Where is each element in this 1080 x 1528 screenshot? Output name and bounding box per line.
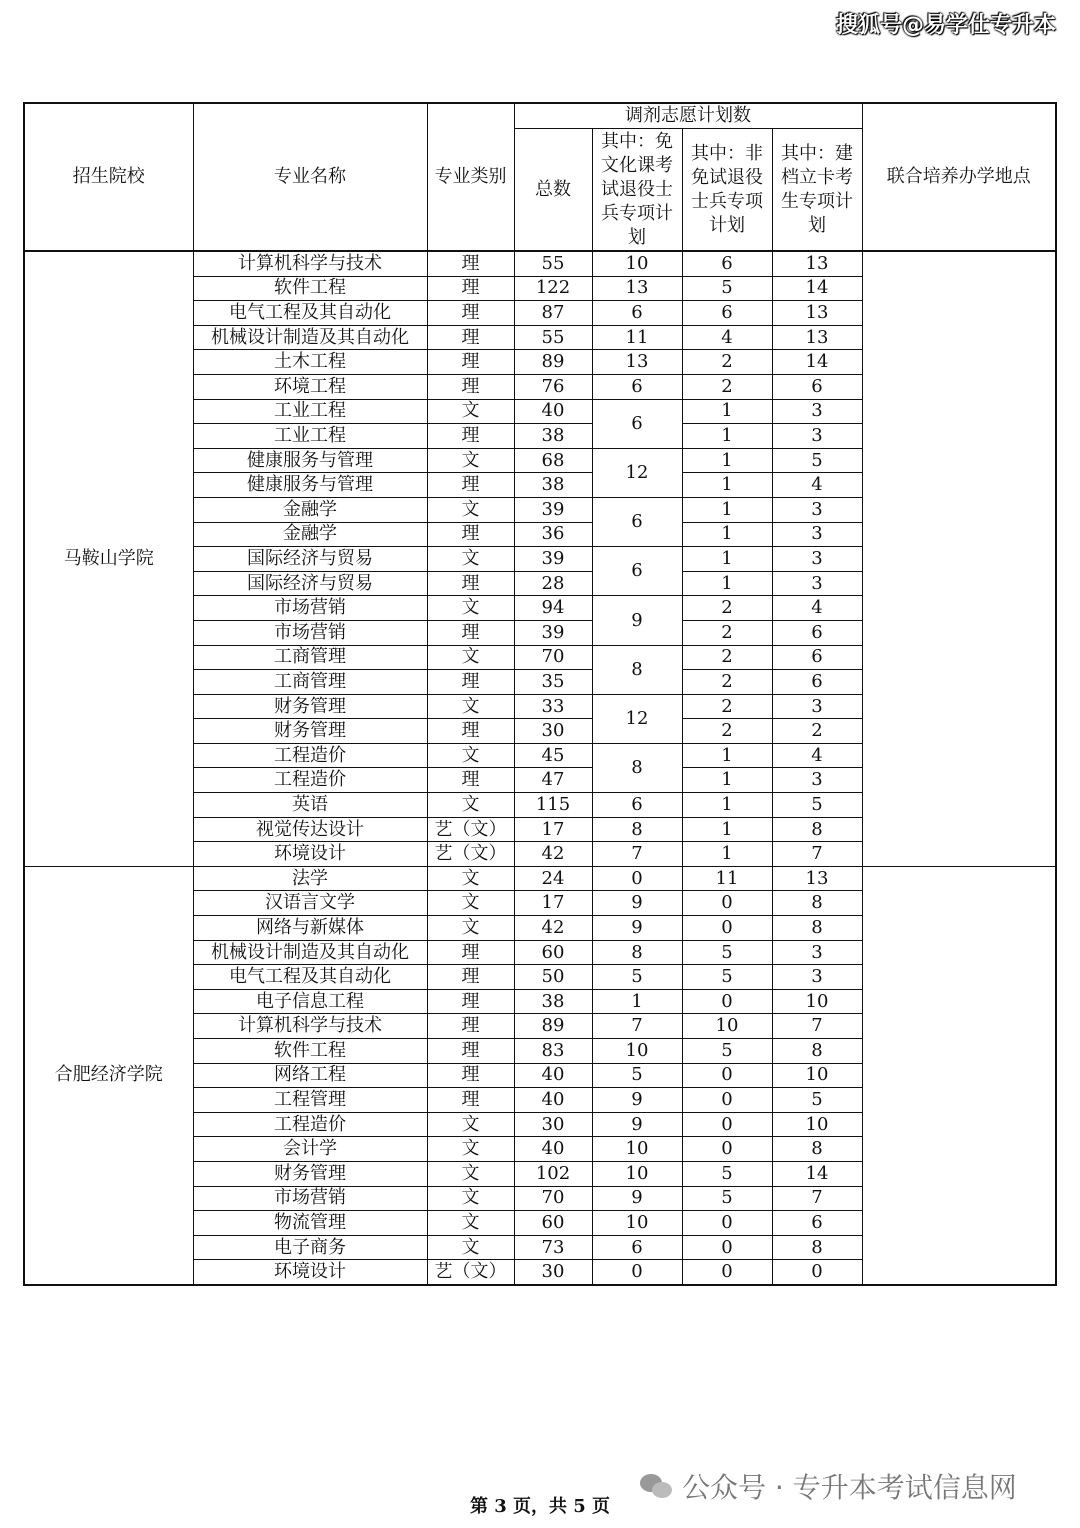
plan-poverty: 13	[772, 251, 862, 276]
major-category: 文	[427, 793, 514, 818]
major-name: 环境设计	[193, 842, 427, 867]
plan-exempt-soldier: 8	[592, 743, 682, 792]
plan-nonexempt-soldier: 1	[682, 424, 772, 449]
plan-nonexempt-soldier: 1	[682, 817, 772, 842]
major-category: 文	[427, 399, 514, 424]
plan-nonexempt-soldier: 2	[682, 620, 772, 645]
plan-nonexempt-soldier: 1	[682, 842, 772, 867]
plan-nonexempt-soldier: 0	[682, 891, 772, 916]
major-name: 工程造价	[193, 768, 427, 793]
header-school: 招生院校	[24, 103, 193, 251]
plan-exempt-soldier: 8	[592, 817, 682, 842]
major-category: 文	[427, 743, 514, 768]
major-category: 理	[427, 424, 514, 449]
plan-poverty: 5	[772, 448, 862, 473]
plan-total: 38	[514, 989, 592, 1014]
plan-nonexempt-soldier: 1	[682, 743, 772, 768]
plan-nonexempt-soldier: 1	[682, 571, 772, 596]
major-category: 理	[427, 1014, 514, 1039]
plan-total: 36	[514, 522, 592, 547]
plan-total: 40	[514, 1137, 592, 1162]
major-name: 视觉传达设计	[193, 817, 427, 842]
plan-nonexempt-soldier: 0	[682, 1260, 772, 1285]
plan-nonexempt-soldier: 2	[682, 645, 772, 670]
major-category: 文	[427, 1161, 514, 1186]
plan-nonexempt-soldier: 1	[682, 497, 772, 522]
plan-poverty: 3	[772, 694, 862, 719]
sohu-watermark: 搜狐号@易学仕专升本	[835, 13, 1056, 38]
plan-exempt-soldier: 10	[592, 1161, 682, 1186]
plan-poverty: 0	[772, 1260, 862, 1285]
major-name: 工程造价	[193, 743, 427, 768]
header-plan-group: 调剂志愿计划数	[514, 103, 862, 129]
major-name: 电气工程及其自动化	[193, 965, 427, 990]
plan-poverty: 2	[772, 719, 862, 744]
plan-total: 42	[514, 916, 592, 941]
wechat-watermark	[640, 1466, 1017, 1506]
plan-nonexempt-soldier: 10	[682, 1014, 772, 1039]
plan-exempt-soldier: 0	[592, 866, 682, 891]
major-name: 工业工程	[193, 424, 427, 449]
major-category: 文	[427, 448, 514, 473]
major-category: 理	[427, 940, 514, 965]
header-major: 专业名称	[193, 103, 427, 251]
plan-poverty: 3	[772, 768, 862, 793]
plan-nonexempt-soldier: 11	[682, 866, 772, 891]
header-joint-location: 联合培养办学地点	[862, 103, 1056, 251]
table-body	[24, 251, 1056, 1285]
plan-nonexempt-soldier: 1	[682, 793, 772, 818]
plan-nonexempt-soldier: 0	[682, 1137, 772, 1162]
plan-nonexempt-soldier: 5	[682, 1039, 772, 1064]
plan-poverty: 3	[772, 940, 862, 965]
plan-total: 83	[514, 1039, 592, 1064]
plan-exempt-soldier: 9	[592, 1186, 682, 1211]
plan-poverty: 7	[772, 1014, 862, 1039]
plan-poverty: 8	[772, 1039, 862, 1064]
plan-exempt-soldier: 10	[592, 1039, 682, 1064]
plan-total: 40	[514, 1088, 592, 1113]
major-category: 文	[427, 866, 514, 891]
plan-exempt-soldier: 9	[592, 1112, 682, 1137]
wechat-icon	[640, 1472, 674, 1500]
plan-poverty: 14	[772, 350, 862, 375]
major-category: 理	[427, 670, 514, 695]
plan-poverty: 4	[772, 473, 862, 498]
plan-poverty: 14	[772, 276, 862, 301]
major-name: 市场营销	[193, 596, 427, 621]
plan-nonexempt-soldier: 1	[682, 522, 772, 547]
plan-total: 39	[514, 497, 592, 522]
plan-poverty: 4	[772, 596, 862, 621]
plan-total: 47	[514, 768, 592, 793]
major-category: 理	[427, 1063, 514, 1088]
plan-nonexempt-soldier: 6	[682, 301, 772, 326]
plan-poverty: 8	[772, 891, 862, 916]
plan-exempt-soldier: 9	[592, 891, 682, 916]
plan-total: 40	[514, 1063, 592, 1088]
plan-total: 38	[514, 473, 592, 498]
plan-total: 40	[514, 399, 592, 424]
page-number: 第 3 页，共 5 页	[469, 1496, 611, 1517]
major-name: 物流管理	[193, 1211, 427, 1236]
plan-nonexempt-soldier: 5	[682, 940, 772, 965]
plan-nonexempt-soldier: 1	[682, 768, 772, 793]
plan-poverty: 8	[772, 817, 862, 842]
plan-exempt-soldier: 10	[592, 1211, 682, 1236]
plan-poverty: 7	[772, 842, 862, 867]
plan-nonexempt-soldier: 2	[682, 670, 772, 695]
major-category: 理	[427, 473, 514, 498]
plan-total: 55	[514, 251, 592, 276]
plan-total: 89	[514, 1014, 592, 1039]
plan-poverty: 13	[772, 325, 862, 350]
plan-nonexempt-soldier: 4	[682, 325, 772, 350]
plan-exempt-soldier: 11	[592, 325, 682, 350]
major-name: 金融学	[193, 497, 427, 522]
plan-poverty: 7	[772, 1186, 862, 1211]
plan-total: 89	[514, 350, 592, 375]
plan-nonexempt-soldier: 0	[682, 916, 772, 941]
plan-exempt-soldier: 5	[592, 1063, 682, 1088]
plan-poverty: 6	[772, 645, 862, 670]
plan-total: 30	[514, 1112, 592, 1137]
wechat-watermark-text: 公众号 · 专升本考试信息网	[682, 1471, 1017, 1504]
plan-poverty: 10	[772, 1063, 862, 1088]
plan-poverty: 6	[772, 620, 862, 645]
plan-exempt-soldier: 12	[592, 694, 682, 743]
plan-total: 38	[514, 424, 592, 449]
major-name: 土木工程	[193, 350, 427, 375]
plan-nonexempt-soldier: 0	[682, 1112, 772, 1137]
major-name: 市场营销	[193, 1186, 427, 1211]
major-name: 计算机科学与技术	[193, 1014, 427, 1039]
major-name: 工业工程	[193, 399, 427, 424]
header-poverty: 其中：建档立卡考生专项计划	[772, 129, 862, 252]
school-name: 马鞍山学院	[24, 251, 193, 866]
plan-nonexempt-soldier: 2	[682, 719, 772, 744]
plan-nonexempt-soldier: 2	[682, 596, 772, 621]
major-category: 文	[427, 1186, 514, 1211]
plan-nonexempt-soldier: 1	[682, 473, 772, 498]
plan-exempt-soldier: 9	[592, 1088, 682, 1113]
plan-poverty: 3	[772, 547, 862, 572]
plan-poverty: 5	[772, 1088, 862, 1113]
plan-total: 76	[514, 374, 592, 399]
plan-total: 17	[514, 891, 592, 916]
major-category: 文	[427, 694, 514, 719]
plan-nonexempt-soldier: 1	[682, 448, 772, 473]
plan-total: 70	[514, 645, 592, 670]
plan-poverty: 3	[772, 424, 862, 449]
major-name: 会计学	[193, 1137, 427, 1162]
plan-nonexempt-soldier: 0	[682, 1211, 772, 1236]
plan-exempt-soldier: 8	[592, 645, 682, 694]
major-name: 健康服务与管理	[193, 448, 427, 473]
plan-exempt-soldier: 9	[592, 596, 682, 645]
plan-exempt-soldier: 12	[592, 448, 682, 497]
plan-exempt-soldier: 5	[592, 965, 682, 990]
plan-poverty: 6	[772, 374, 862, 399]
major-category: 文	[427, 547, 514, 572]
major-category: 艺（文）	[427, 1260, 514, 1285]
major-name: 机械设计制造及其自动化	[193, 325, 427, 350]
major-category: 理	[427, 620, 514, 645]
major-category: 理	[427, 989, 514, 1014]
plan-nonexempt-soldier: 1	[682, 547, 772, 572]
plan-total: 87	[514, 301, 592, 326]
major-category: 文	[427, 1235, 514, 1260]
plan-total: 68	[514, 448, 592, 473]
major-name: 工程造价	[193, 1112, 427, 1137]
major-name: 机械设计制造及其自动化	[193, 940, 427, 965]
plan-poverty: 4	[772, 743, 862, 768]
plan-exempt-soldier: 6	[592, 374, 682, 399]
major-category: 理	[427, 1088, 514, 1113]
major-name: 环境设计	[193, 1260, 427, 1285]
major-name: 电子商务	[193, 1235, 427, 1260]
major-name: 电子信息工程	[193, 989, 427, 1014]
plan-exempt-soldier: 6	[592, 1235, 682, 1260]
plan-total: 42	[514, 842, 592, 867]
plan-total: 17	[514, 817, 592, 842]
plan-exempt-soldier: 6	[592, 793, 682, 818]
joint-location	[862, 251, 1056, 866]
plan-total: 122	[514, 276, 592, 301]
major-name: 网络工程	[193, 1063, 427, 1088]
plan-exempt-soldier: 7	[592, 842, 682, 867]
plan-nonexempt-soldier: 0	[682, 989, 772, 1014]
major-name: 环境工程	[193, 374, 427, 399]
plan-exempt-soldier: 9	[592, 916, 682, 941]
plan-total: 33	[514, 694, 592, 719]
plan-poverty: 6	[772, 670, 862, 695]
major-name: 英语	[193, 793, 427, 818]
major-name: 金融学	[193, 522, 427, 547]
plan-poverty: 8	[772, 1137, 862, 1162]
major-name: 健康服务与管理	[193, 473, 427, 498]
plan-nonexempt-soldier: 5	[682, 1186, 772, 1211]
plan-nonexempt-soldier: 2	[682, 694, 772, 719]
header-nonexempt-soldier: 其中：非免试退役士兵专项计划	[682, 129, 772, 252]
plan-exempt-soldier: 6	[592, 497, 682, 546]
plan-nonexempt-soldier: 5	[682, 965, 772, 990]
major-category: 理	[427, 276, 514, 301]
major-category: 理	[427, 768, 514, 793]
plan-poverty: 8	[772, 1235, 862, 1260]
plan-exempt-soldier: 0	[592, 1260, 682, 1285]
plan-total: 55	[514, 325, 592, 350]
major-category: 理	[427, 522, 514, 547]
major-category: 理	[427, 301, 514, 326]
major-name: 市场营销	[193, 620, 427, 645]
plan-total: 73	[514, 1235, 592, 1260]
plan-nonexempt-soldier: 0	[682, 1235, 772, 1260]
major-category: 艺（文）	[427, 817, 514, 842]
plan-exempt-soldier: 7	[592, 1014, 682, 1039]
plan-total: 60	[514, 1211, 592, 1236]
major-name: 工商管理	[193, 670, 427, 695]
plan-poverty: 10	[772, 989, 862, 1014]
plan-exempt-soldier: 6	[592, 547, 682, 596]
major-name: 财务管理	[193, 694, 427, 719]
major-category: 理	[427, 571, 514, 596]
table-row	[24, 251, 1056, 276]
major-name: 计算机科学与技术	[193, 251, 427, 276]
major-name: 网络与新媒体	[193, 916, 427, 941]
major-category: 理	[427, 251, 514, 276]
major-name: 软件工程	[193, 1039, 427, 1064]
major-name: 财务管理	[193, 719, 427, 744]
major-category: 理	[427, 965, 514, 990]
major-category: 文	[427, 1112, 514, 1137]
major-category: 文	[427, 891, 514, 916]
plan-exempt-soldier: 8	[592, 940, 682, 965]
plan-total: 35	[514, 670, 592, 695]
plan-total: 30	[514, 719, 592, 744]
plan-exempt-soldier: 6	[592, 399, 682, 448]
major-category: 文	[427, 645, 514, 670]
major-name: 电气工程及其自动化	[193, 301, 427, 326]
school-name: 合肥经济学院	[24, 866, 193, 1285]
major-name: 国际经济与贸易	[193, 571, 427, 596]
plan-exempt-soldier: 10	[592, 251, 682, 276]
major-category: 文	[427, 596, 514, 621]
major-category: 理	[427, 1039, 514, 1064]
plan-exempt-soldier: 6	[592, 301, 682, 326]
plan-nonexempt-soldier: 0	[682, 1063, 772, 1088]
plan-total: 102	[514, 1161, 592, 1186]
major-name: 工程管理	[193, 1088, 427, 1113]
plan-total: 28	[514, 571, 592, 596]
plan-nonexempt-soldier: 6	[682, 251, 772, 276]
plan-poverty: 3	[772, 522, 862, 547]
plan-exempt-soldier: 10	[592, 1137, 682, 1162]
plan-nonexempt-soldier: 1	[682, 399, 772, 424]
plan-nonexempt-soldier: 5	[682, 276, 772, 301]
major-category: 文	[427, 1137, 514, 1162]
table-row	[24, 866, 1056, 891]
plan-poverty: 13	[772, 866, 862, 891]
plan-poverty: 3	[772, 965, 862, 990]
major-category: 文	[427, 1211, 514, 1236]
joint-location	[862, 866, 1056, 1285]
enrollment-plan-table	[23, 102, 1057, 1286]
plan-poverty: 3	[772, 497, 862, 522]
header-total: 总数	[514, 129, 592, 252]
plan-exempt-soldier: 13	[592, 276, 682, 301]
major-name: 财务管理	[193, 1161, 427, 1186]
plan-poverty: 6	[772, 1211, 862, 1236]
header-category: 专业类别	[427, 103, 514, 251]
major-name: 工商管理	[193, 645, 427, 670]
plan-total: 115	[514, 793, 592, 818]
major-name: 法学	[193, 866, 427, 891]
plan-poverty: 10	[772, 1112, 862, 1137]
major-name: 汉语言文学	[193, 891, 427, 916]
plan-poverty: 13	[772, 301, 862, 326]
plan-total: 24	[514, 866, 592, 891]
plan-total: 70	[514, 1186, 592, 1211]
plan-poverty: 5	[772, 793, 862, 818]
major-category: 艺（文）	[427, 842, 514, 867]
plan-nonexempt-soldier: 2	[682, 350, 772, 375]
major-name: 国际经济与贸易	[193, 547, 427, 572]
plan-nonexempt-soldier: 5	[682, 1161, 772, 1186]
major-category: 理	[427, 325, 514, 350]
header-exempt-soldier: 其中：免文化课考试退役士兵专项计划	[592, 129, 682, 252]
plan-total: 94	[514, 596, 592, 621]
plan-total: 45	[514, 743, 592, 768]
major-category: 文	[427, 497, 514, 522]
plan-total: 39	[514, 620, 592, 645]
plan-total: 50	[514, 965, 592, 990]
major-category: 理	[427, 374, 514, 399]
plan-nonexempt-soldier: 2	[682, 374, 772, 399]
plan-poverty: 3	[772, 399, 862, 424]
major-category: 理	[427, 719, 514, 744]
plan-exempt-soldier: 13	[592, 350, 682, 375]
major-category: 理	[427, 350, 514, 375]
plan-nonexempt-soldier: 0	[682, 1088, 772, 1113]
plan-poverty: 14	[772, 1161, 862, 1186]
plan-poverty: 8	[772, 916, 862, 941]
major-category: 文	[427, 916, 514, 941]
plan-total: 39	[514, 547, 592, 572]
plan-total: 30	[514, 1260, 592, 1285]
major-name: 软件工程	[193, 276, 427, 301]
plan-total: 60	[514, 940, 592, 965]
plan-poverty: 3	[772, 571, 862, 596]
plan-exempt-soldier: 1	[592, 989, 682, 1014]
